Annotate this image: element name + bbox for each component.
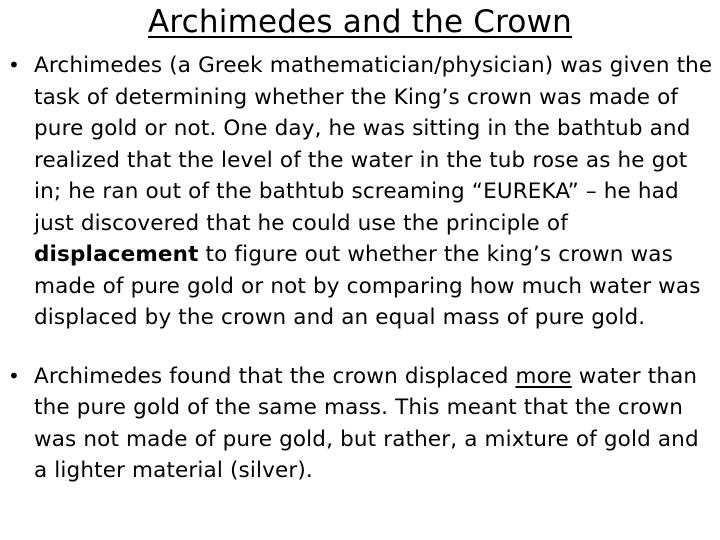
slide-title: Archimedes and the Crown xyxy=(148,4,572,40)
bullet-text-part: Archimedes (a Greek mathematician/physician) was given the task of determining whether the King’s crown was made of pure gold or not. One day, he was sitting in the bathtub and realized that the level of the water in the tub rose as he got in; he ran out of the bathtub screaming “EUREKA” – he had just discovered that he could use the principle of xyxy=(34,53,713,236)
bullet-item xyxy=(0,361,720,487)
bullet-text-part: Archimedes found that the crown displaced xyxy=(34,363,516,389)
bullet-text xyxy=(34,364,699,484)
bullet-list xyxy=(0,50,720,487)
bullet-text-part: water than the pure gold of the same mass. This meant that the crown was not made of pure gold, but rather, a mixture of gold and a lighter material (silver). xyxy=(34,363,699,483)
bullet-item xyxy=(0,50,720,334)
bullet-text xyxy=(34,53,712,330)
underlined-term: more xyxy=(515,363,572,389)
bullet-marker: • xyxy=(8,363,20,388)
bullet-text-part: to figure out whether the king’s crown was made of pure gold or not by comparing how much water was displaced by the crown and an equal mass of pure gold. xyxy=(34,242,701,330)
bold-term: displacement xyxy=(34,242,199,267)
bullet-marker: • xyxy=(8,53,20,77)
